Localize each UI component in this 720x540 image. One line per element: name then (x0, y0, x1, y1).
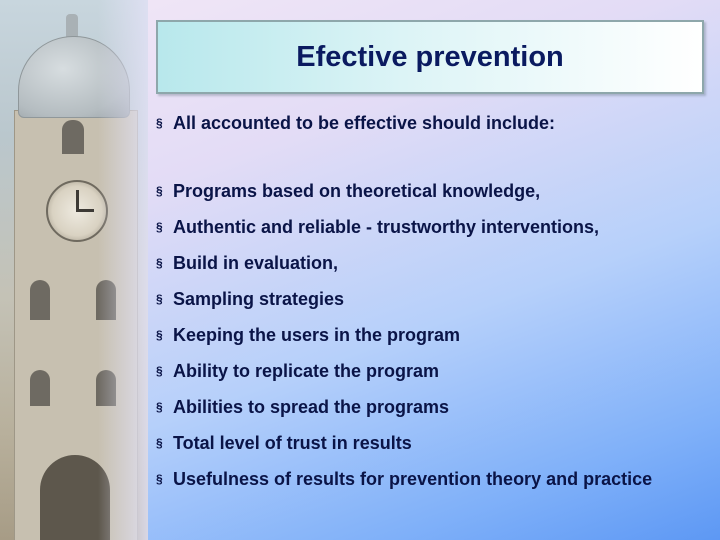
bullet-marker-icon: § (156, 400, 163, 414)
bullet-item (156, 176, 540, 207)
bullet-item (156, 320, 460, 351)
bullet-marker-icon: § (156, 328, 163, 342)
bullet-item (156, 428, 412, 459)
bullet-text: Sampling strategies (173, 289, 345, 309)
bullet-marker-icon: § (156, 184, 163, 198)
bullet-text: Usefulness of results for prevention theory and practice (173, 469, 653, 489)
bullet-text: Authentic and reliable - trustworthy interventions, (173, 217, 600, 237)
bullet-text: Abilities to spread the programs (173, 397, 450, 417)
bullet-marker-icon: § (156, 256, 163, 270)
bullet-item (156, 108, 555, 139)
bullet-text: Build in evaluation, (173, 253, 339, 273)
bullet-text: Ability to replicate the program (173, 361, 440, 381)
bullet-text: Total level of trust in results (173, 433, 412, 453)
bullet-marker-icon: § (156, 116, 163, 130)
slide-title: Efective prevention (296, 40, 564, 73)
bullet-marker-icon: § (156, 220, 163, 234)
clock-tower-photo (0, 0, 148, 540)
bullet-marker-icon: § (156, 436, 163, 450)
bullet-item (156, 212, 599, 243)
bullet-text: Programs based on theoretical knowledge, (173, 181, 541, 201)
bullet-item (156, 392, 449, 423)
tower-window (30, 370, 50, 406)
bullet-marker-icon: § (156, 364, 163, 378)
tower-window (30, 280, 50, 320)
bullet-item (156, 248, 338, 279)
slide-title-box (156, 20, 704, 94)
bullet-marker-icon: § (156, 472, 163, 486)
bullet-item (156, 284, 344, 315)
bullet-marker-icon: § (156, 292, 163, 306)
bullet-text: All accounted to be effective should include: (173, 113, 556, 133)
bullet-item (156, 356, 439, 387)
bullet-item (156, 464, 653, 495)
bullet-text: Keeping the users in the program (173, 325, 461, 345)
tower-window (62, 120, 84, 154)
